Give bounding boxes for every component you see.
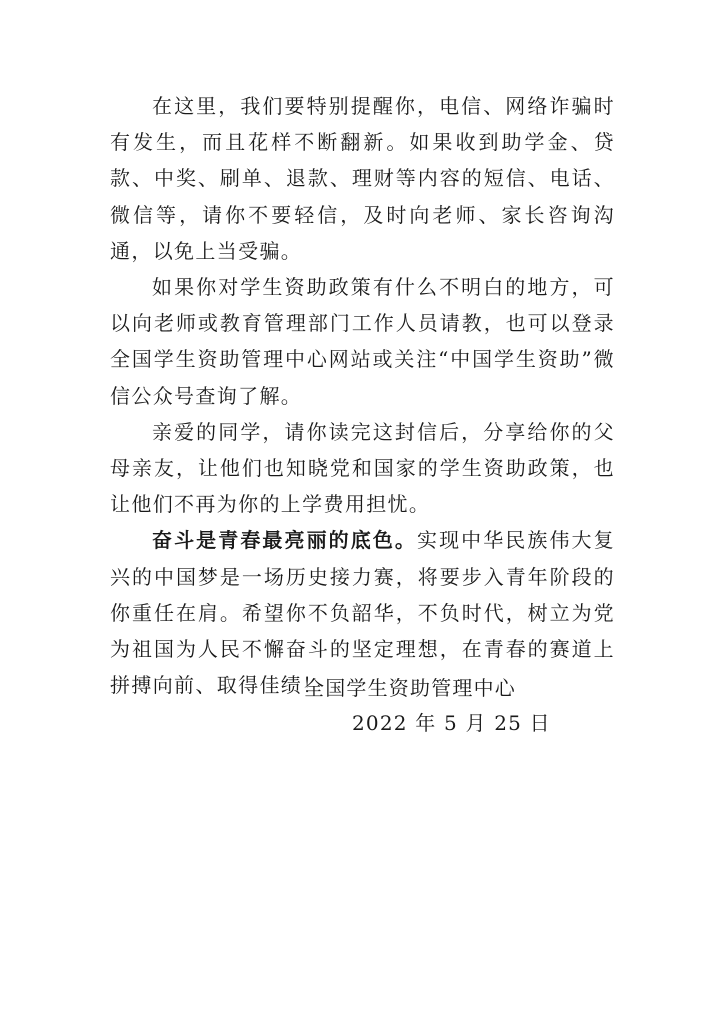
paragraph-text: 如果你对学生资助政策有什么不明白的地方，可以向老师或教育管理部门工作人员请教，也可以登录全国学生资助管理中心网站或关注“中国学生资助”微信公众号查询了解。 [110, 275, 615, 408]
paragraph-text: 在这里，我们要特别提醒你，电信、网络诈骗时有发生，而且花样不断翻新。如果收到助学金、贷款、中奖、刷单、退款、理财等内容的短信、电话、微信等，请你不要轻信，及时向老师、家长咨询沟通，以免上当受骗。 [110, 94, 615, 263]
paragraph-lead-bold: 奋斗是青春最亮丽的底色。 [152, 528, 417, 553]
letter-body [110, 88, 615, 703]
signature-date: 2022 年 5 月 25 日 [352, 711, 551, 735]
paragraph-text: 亲爱的同学，请你读完这封信后，分享给你的父母亲友，让他们也知晓党和国家的学生资助政策，也让他们不再为你的上学费用担忧。 [110, 419, 615, 517]
signature-organization: 全国学生资助管理中心 [304, 676, 516, 700]
paragraph-contact-info [110, 269, 615, 414]
paragraph-share-with-family [110, 414, 615, 523]
paragraph-text: 实现中华民族伟大复兴的中国梦是一场历史接力赛，将要步入青年阶段的你重任在肩。希望你不负韶华，不负时代，树立为党为祖国为人民不懈奋斗的坚定理想，在青春的赛道上拼搏向前、取得佳绩！ [110, 528, 615, 698]
paragraph-fraud-warning [110, 88, 615, 269]
